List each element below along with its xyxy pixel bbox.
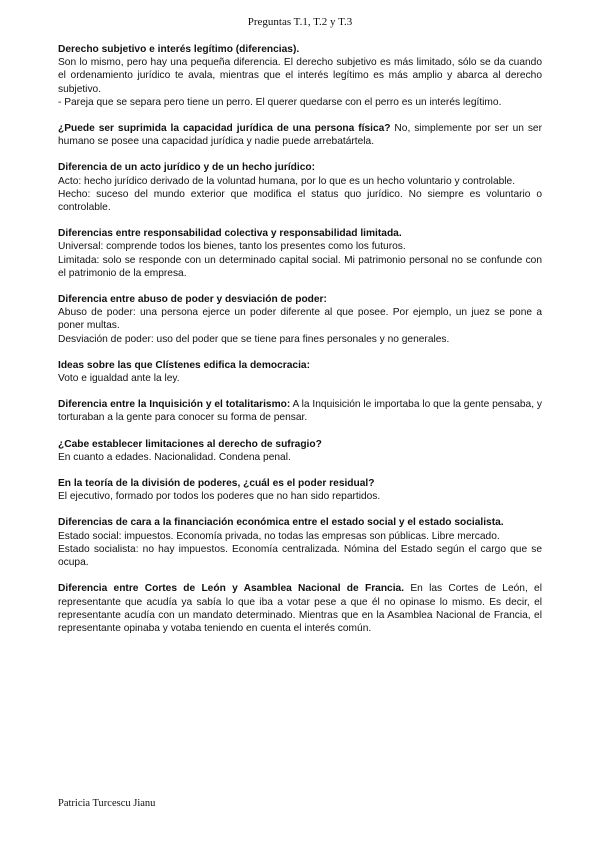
qa-section <box>58 582 542 635</box>
answer-paragraph: Desviación de poder: uso del poder que se tiene para fines personales y no generales. <box>58 333 450 345</box>
qa-section <box>58 43 542 109</box>
question-heading: Diferencia entre la Inquisición y el totalitarismo: <box>58 399 291 411</box>
question-heading: Diferencias de cara a la financiación económica entre el estado social y el estado socialista. <box>58 517 504 529</box>
page-header: Preguntas T.1, T.2 y T.3 <box>247 16 353 28</box>
qa-section <box>58 161 542 214</box>
inline-answer: No, simplemente por ser un ser humano se posee una capacidad jurídica y nadie puede arrebatártela. <box>58 123 542 148</box>
qa-section <box>58 359 542 385</box>
question-heading: Diferencia entre Cortes de León y Asamblea Nacional de Francia. <box>58 583 405 595</box>
question-heading: Diferencias entre responsabilidad colectiva y responsabilidad limitada. <box>58 228 402 240</box>
question-heading: Diferencia entre abuso de poder y desviación de poder: <box>58 294 327 306</box>
qa-section <box>58 516 542 569</box>
qa-section <box>58 122 542 148</box>
question-heading: Ideas sobre las que Clístenes edifica la democracia: <box>58 359 310 371</box>
answer-paragraph: En cuanto a edades. Nacionalidad. Condena penal. <box>58 451 291 463</box>
answer-paragraph: Limitada: solo se responde con un determinado capital social. Mi patrimonio personal no se confunde con el patrimonio de la empresa. <box>58 254 542 279</box>
answer-paragraph: Estado socialista: no hay impuestos. Economía centralizada. Nómina del Estado según el cargo que se ocupa. <box>58 543 542 569</box>
qa-section <box>58 293 542 346</box>
answer-paragraph: Voto e igualdad ante la ley. <box>58 373 180 385</box>
answer-paragraph: Universal: comprende todos los bienes, tanto los presentes como los futuros. <box>58 241 406 253</box>
document-body <box>58 43 542 648</box>
inline-answer: En las Cortes de León, el representante que acudía ya sabía lo que iba a votar pese a que él no opinase lo mismo. Es decir, el representante acudía con un mandato determinado. Mientras que en la Asamblea Nacional de Francia, el representante opinaba y votaba teniendo en cuenta el interés común. <box>58 583 542 634</box>
page-footer-author: Patricia Turcescu Jianu <box>58 798 156 809</box>
answer-paragraph: El ejecutivo, formado por todos los poderes que no han sido repartidos. <box>58 491 381 503</box>
qa-section <box>58 398 542 424</box>
answer-paragraph: Son lo mismo, pero hay una pequeña diferencia. El derecho subjetivo es más limitado, sólo se da cuando el ordenamiento jurídico te avala, mientras que el interés legítimo es más amplio y abarca al derecho subjetivo. <box>58 57 542 95</box>
answer-paragraph: - Pareja que se separa pero tiene un perro. El querer quedarse con el perro es un interés legítimo. <box>58 96 502 108</box>
answer-paragraph: Estado social: impuestos. Economía privada, no todas las empresas son públicas. Libre mercado. <box>58 530 500 542</box>
question-heading: ¿Puede ser suprimida la capacidad jurídica de una persona física? <box>58 123 391 135</box>
question-heading: En la teoría de la división de poderes, ¿cuál es el poder residual? <box>58 478 375 490</box>
answer-paragraph: Abuso de poder: una persona ejerce un poder diferente al que posee. Por ejemplo, un juez se pone a poner multas. <box>58 307 542 332</box>
qa-section <box>58 227 542 280</box>
qa-section <box>58 477 542 503</box>
inline-answer: A la Inquisición le importaba lo que la gente pensaba, y torturaban a la gente para conocer su forma de pensar. <box>58 399 543 424</box>
question-heading: Derecho subjetivo e interés legítimo (diferencias). <box>58 44 300 55</box>
question-heading: Diferencia de un acto jurídico y de un hecho jurídico: <box>58 162 315 174</box>
answer-paragraph: Acto: hecho jurídico derivado de la voluntad humana, por lo que es un hecho voluntario y controlable. <box>58 175 516 187</box>
question-heading: ¿Cabe establecer limitaciones al derecho de sufragio? <box>58 438 322 450</box>
qa-section <box>58 438 542 464</box>
answer-paragraph: Hecho: suceso del mundo exterior que modifica el status quo jurídico. No siempre es voluntario o controlable. <box>58 188 542 214</box>
